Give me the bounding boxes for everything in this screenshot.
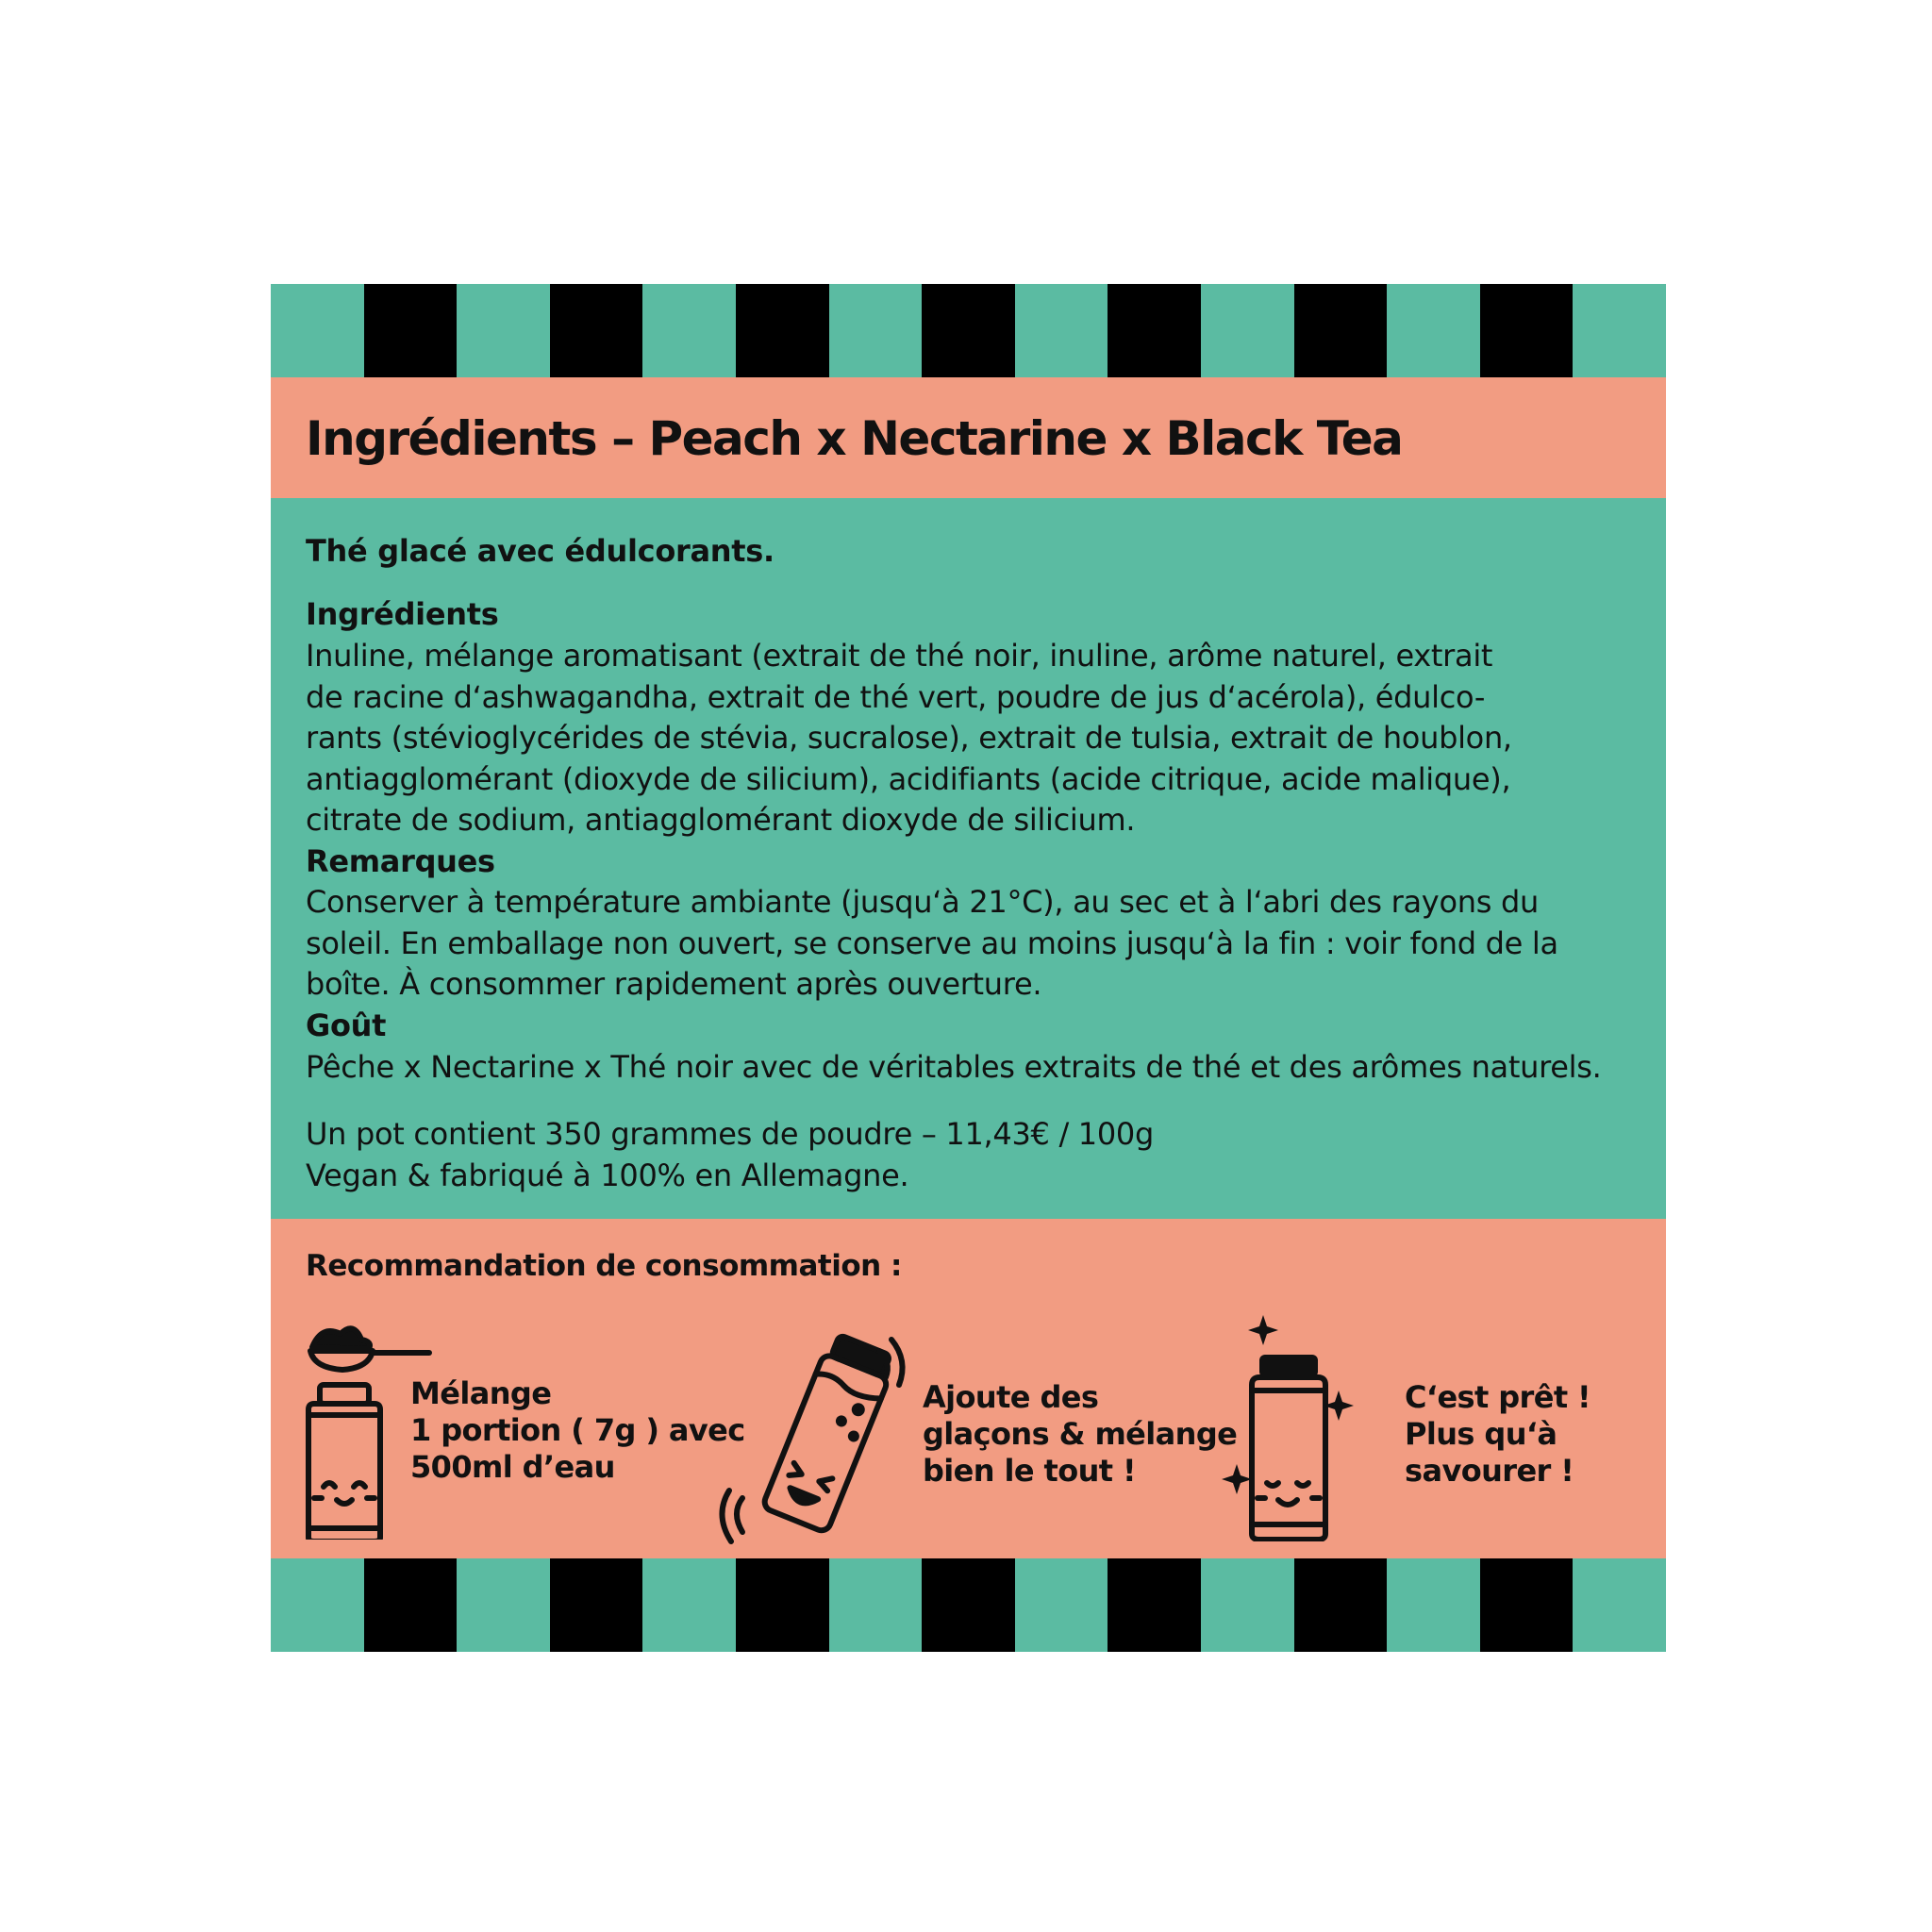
recommendation-section <box>271 1219 1666 1558</box>
vegan-text: Vegan & fabriqué à 100% en Allemagne. <box>306 1158 909 1193</box>
step1-instruction: Mélange 1 portion ( 7g ) avec 500ml d’eau <box>410 1375 745 1485</box>
info-section <box>271 498 1666 1219</box>
taste-heading: Goût <box>306 1008 387 1043</box>
title-band <box>271 377 1666 498</box>
taste-text: Pêche x Nectarine x Thé noir avec de véritables extraits de thé et des arômes naturels. <box>306 1049 1602 1085</box>
ingredients-heading: Ingrédients <box>306 596 499 632</box>
shaking-bottle-icon <box>714 1332 922 1549</box>
remarks-text <box>306 882 1645 1006</box>
remarks-line: soleil. En emballage non ouvert, se conserve au moins jusqu‘à la fin : voir fond de la <box>306 924 1558 961</box>
remarks-line: boîte. À consommer rapidement après ouverture. <box>306 966 1042 1002</box>
sparkling-bottle-icon <box>1222 1315 1373 1541</box>
product-subtitle: Thé glacé avec édulcorants. <box>306 533 774 569</box>
pot-content-text: Un pot contient 350 grammes de poudre – 11,43€ / 100g <box>306 1116 1154 1152</box>
ingredients-line: citrate de sodium, antiagglomérant dioxyde de silicium. <box>306 802 1136 838</box>
remarks-line: Conserver à température ambiante (jusqu‘à 21°C), au sec et à l‘abri des rayons du <box>306 884 1539 920</box>
ingredients-line: Inuline, mélange aromatisant (extrait de thé noir, inuline, arôme naturel, extrait <box>306 638 1493 674</box>
bottom-checker-stripe <box>271 1558 1666 1652</box>
ingredients-text <box>306 636 1645 841</box>
top-checker-stripe <box>271 284 1666 377</box>
ingredients-line: rants (stévioglycérides de stévia, sucralose), extrait de tulsia, extrait de houblon, <box>306 720 1512 756</box>
step3-instruction: C‘est prêt ! Plus qu‘à savourer ! <box>1405 1379 1591 1489</box>
ingredients-line: de racine d‘ashwagandha, extrait de thé vert, poudre de jus d‘acérola), édulco- <box>306 678 1486 715</box>
step2-instruction: Ajoute des glaçons & mélange bien le tout ! <box>923 1379 1238 1489</box>
recommendation-title: Recommandation de consommation : <box>306 1249 902 1283</box>
remarks-heading: Remarques <box>306 843 495 879</box>
page-title: Ingrédients – Peach x Nectarine x Black Tea <box>306 411 1403 466</box>
product-info-card <box>271 284 1666 1652</box>
ingredients-line: antiagglomérant (dioxyde de silicium), acidifiants (acide citrique, acide malique), <box>306 760 1511 797</box>
